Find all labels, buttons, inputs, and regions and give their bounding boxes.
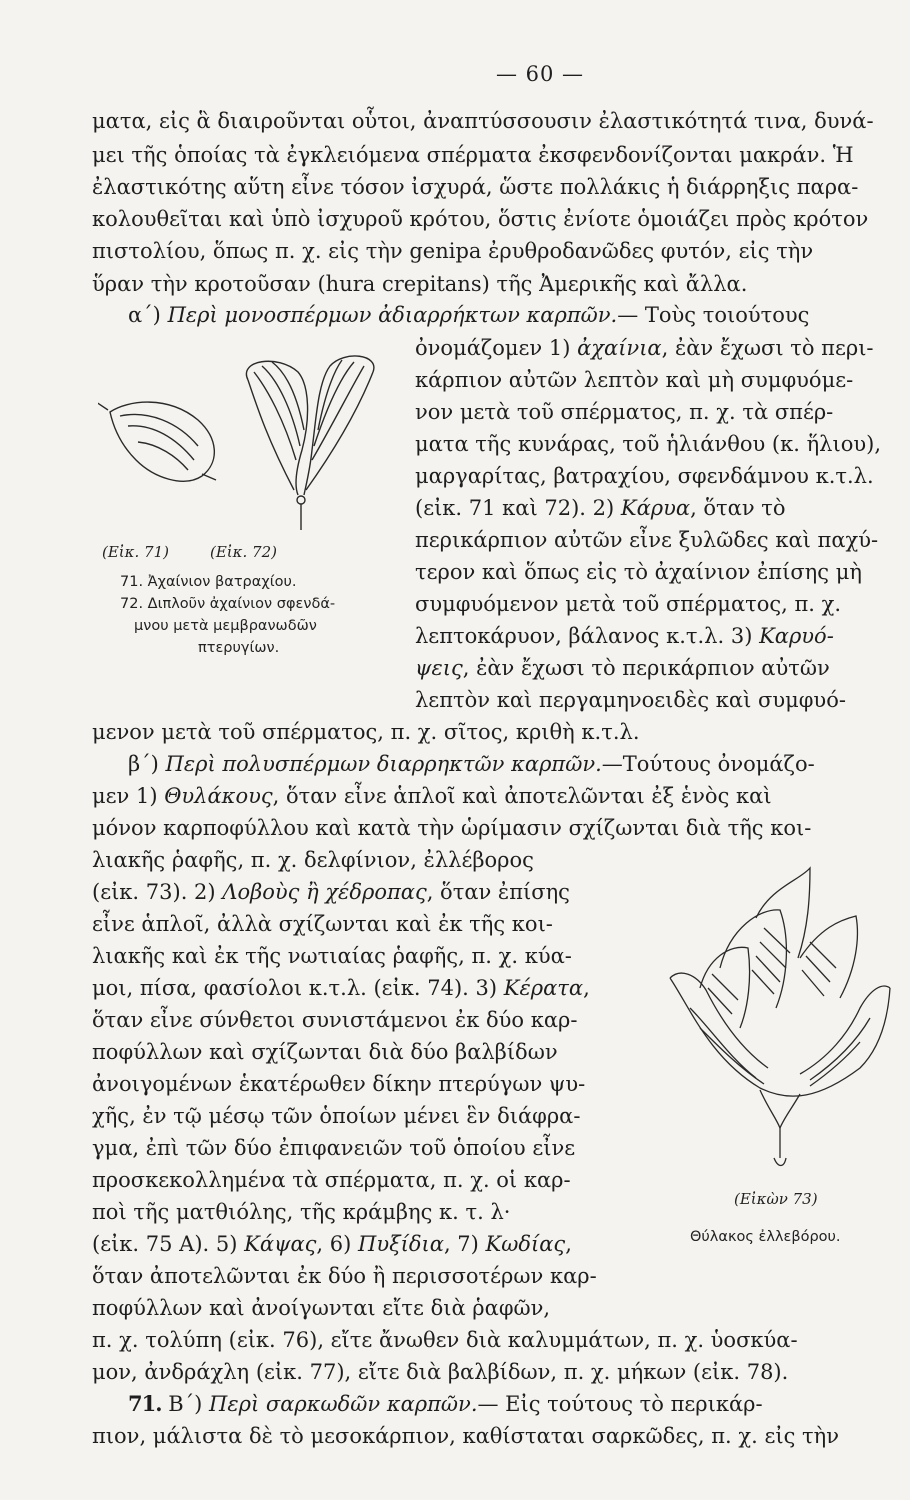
text-line-5: πιστολίου, ὅπως π. χ. εἰς τὴν genipa ἐρυθροδανῶδες φυτόν, εἰς τὴν <box>92 239 814 263</box>
left-col-line-13: ὅταν ἀποτελῶνται ἐκ δύο ἢ περισσοτέρων καρ- <box>92 1264 597 1288</box>
text-line-right-8: τερον καὶ ὅπως εἰς τὸ ἀχαίνιον ἐπίσης μὴ <box>415 560 862 584</box>
figure-72-caption-3: πτερυγίων. <box>198 640 280 656</box>
text-line-right-10 <box>415 621 910 651</box>
right-1b: , ἐὰν ἔχωσι τὸ περι- <box>661 336 874 360</box>
left-col-line-12 <box>92 1229 652 1259</box>
text-line-carpel: μόνον καρποφύλλου καὶ κατὰ τὴν ὡρίμασιν σχίζωνται διὰ τῆς κοι- <box>92 816 812 840</box>
figure-71-label: (Εἰκ. 71) <box>102 543 169 561</box>
right-6b: , ὅταν τὸ <box>690 496 786 520</box>
left-col-line-7: ἀνοιγομένων ἑκατέρωθεν δίκην πτερύγων ψυ- <box>92 1072 586 1096</box>
term-karyopseis-b: ψεις <box>415 656 463 680</box>
heading-a-rest: — Τοὺς τοιούτους <box>617 303 810 327</box>
text-line-right-12: λεπτὸν καὶ περγαμηνοειδὲς καὶ συμφυό- <box>415 688 846 712</box>
text-line-right-5: μαργαρίτας, βατραχίου, σφενδάμνου κ.τ.λ. <box>415 464 874 488</box>
left-col-line-14: ποφύλλων καὶ ἀνοίγωνται εἴτε διὰ ῥαφῶν, <box>92 1296 551 1320</box>
left-col-line-10: προσκεκολλημένα τὰ σπέρματα, π. χ. οἱ καρ- <box>92 1168 571 1192</box>
figure-73-illustration <box>660 858 896 1188</box>
term-kerata: Κέρατα <box>503 976 584 1000</box>
right-11b: , ἐὰν ἔχωσι τὸ περικάρπιον αὐτῶν <box>462 656 830 680</box>
lc4-a: μοι, πίσα, φασίολοι κ.τ.λ. (εἰκ. 74). 3) <box>92 976 504 1000</box>
section-a: Β΄) <box>161 1392 210 1416</box>
lc12-b: , 6) <box>316 1232 358 1256</box>
text-line-right-7: περικάρπιον αὐτῶν εἶνε ξυλῶδες καὶ παχύ- <box>415 528 879 552</box>
figure-71-72-illustration <box>98 350 398 535</box>
heading-b-prefix: β΄) <box>128 752 166 776</box>
term-pyxidia: Πυξίδια <box>358 1232 444 1256</box>
text-line-follicles <box>92 781 910 811</box>
text-line-andrachli: μον, ἀνδράχλη (εἰκ. 77), εἴτε διὰ βαλβίδων, π. χ. μήκων (εἰκ. 78). <box>92 1360 789 1384</box>
text-line-right-2: κάρπιον αὐτῶν λεπτὸν καὶ μὴ συμφυόμε- <box>415 368 854 392</box>
text-line-4: κολουθεῖται καὶ ὑπὸ ἰσχυροῦ κρότου, ὅστις ἐνίοτε ὁμοιάζει πρὸς κρότον <box>92 207 869 231</box>
figure-72-caption-1: 72. Διπλοῦν ἀχαίνιον σφενδά- <box>120 596 336 612</box>
heading-b-rest: —Τούτους ὀνομάζο- <box>601 752 815 776</box>
right-10a: λεπτοκάρυον, βάλανος κ.τ.λ. 3) <box>415 624 760 648</box>
figure-72-label: (Εἰκ. 72) <box>210 543 277 561</box>
figure-73-label: (Εἰκὼν 73) <box>734 1190 818 1208</box>
lc4-b: , <box>583 976 590 1000</box>
text-line-1: ματα, εἰς ἃ διαιροῦνται οὗτοι, ἀναπτύσσουσιν ἐλαστικότητά τινα, δυνά- <box>92 109 874 133</box>
term-karyopseis-a: Καρυό- <box>759 624 834 648</box>
left-col-line-3: λιακῆς καὶ ἐκ τῆς νωτιαίας ῥαφῆς, π. χ. κύα- <box>92 944 572 968</box>
heading-polyspermous <box>128 749 910 779</box>
left-col-line-6: ποφύλλων καὶ σχίζωνται διὰ δύο βαλβίδων <box>92 1040 558 1064</box>
lc12-d: , <box>565 1232 572 1256</box>
term-karya: Κάρυα <box>620 496 691 520</box>
term-kapsas: Κάψας <box>244 1232 317 1256</box>
left-col-line-2: εἶνε ἁπλοῖ, ἀλλὰ σχίζωνται καὶ ἐκ τῆς κοι- <box>92 912 553 936</box>
b1-a: μεν 1) <box>92 784 165 808</box>
left-col-line-9: γμα, ἐπὶ τῶν δύο ἐπιφανειῶν τοῦ ὁποίου εἶνε <box>92 1136 576 1160</box>
heading-b-title: Περὶ πολυσπέρμων διαρρηκτῶν καρπῶν. <box>165 752 602 776</box>
section-number: 71. <box>128 1391 162 1416</box>
figure-71-caption: 71. Ἀχαίνιον βατραχίου. <box>120 574 297 590</box>
heading-a-title: Περὶ μονοσπέρμων ἀδιαρρήκτων καρπῶν. <box>167 303 618 327</box>
heading-fleshy-fruits <box>128 1389 910 1419</box>
term-achainia: ἀχαίνια <box>577 336 662 360</box>
text-line-right-3: νον μετὰ τοῦ σπέρματος, π. χ. τὰ σπέρ- <box>415 400 834 424</box>
term-lobous: Λοβοὺς ἢ χέδροπας <box>222 880 427 904</box>
text-line-right-4: ματα τῆς κυνάρας, τοῦ ἡλιάνθου (κ. ἥλιου), <box>415 432 881 456</box>
page-number: — 60 — <box>495 62 585 86</box>
text-line-right-11 <box>415 653 910 683</box>
term-thylakous: Θυλάκους <box>164 784 273 808</box>
text-line-right-1 <box>415 333 910 363</box>
heading-monospermous <box>128 300 910 330</box>
text-line-right-9: συμφυόμενον μετὰ τοῦ σπέρματος, π. χ. <box>415 592 842 616</box>
right-1a: ὀνομάζομεν 1) <box>415 336 578 360</box>
text-line-tolypi: π. χ. τολύπη (εἰκ. 76), εἴτε ἄνωθεν διὰ καλυμμάτων, π. χ. ὑοσκύα- <box>92 1328 798 1352</box>
text-line-2: μει τῆς ὁποίας τὰ ἐγκλειόμενα σπέρματα ἐκσφενδονίζονται μακράν. Ἡ <box>92 143 854 167</box>
lc1-a: (εἰκ. 73). 2) <box>92 880 223 904</box>
figure-72-caption-2: μνου μετὰ μεμβρανωδῶν <box>134 618 317 634</box>
lc12-c: , 7) <box>443 1232 486 1256</box>
left-col-line-5: ὅταν εἶνε σύνθετοι συνιστάμενοι ἐκ δύο καρ- <box>92 1008 578 1032</box>
text-line-mesocarp: πιον, μάλιστα δὲ τὸ μεσοκάρπιον, καθίσταται σαρκῶδες, π. χ. εἰς τὴν <box>92 1424 839 1448</box>
text-line-6: ὕραν τὴν κροτοῦσαν (hura crepitans) τῆς Ἀμερικῆς καὶ ἄλλα. <box>92 272 748 296</box>
figure-73-caption: Θύλακος ἐλλεβόρου. <box>690 1229 841 1245</box>
lc1-b: , ὅταν ἐπίσης <box>426 880 570 904</box>
left-col-line-4 <box>92 973 652 1003</box>
left-col-line-11: ποὶ τῆς ματθιόλης, τῆς κράμβης κ. τ. λ· <box>92 1200 511 1224</box>
text-line-3: ἐλαστικότης αὕτη εἶνε τόσον ἰσχυρά, ὥστε πολλάκις ἡ διάρρηξις παρα- <box>92 175 859 199</box>
text-line-right-6 <box>415 493 910 523</box>
text-line-grains: μενον μετὰ τοῦ σπέρματος, π. χ. σῖτος, κριθὴ κ.τ.λ. <box>92 720 640 744</box>
b1-b: , ὅταν εἶνε ἁπλοῖ καὶ ἀποτελῶνται ἐξ ἑνὸς καὶ <box>272 784 772 808</box>
lc12-a: (εἰκ. 75 Α). 5) <box>92 1232 245 1256</box>
section-title: Περὶ σαρκωδῶν καρπῶν. <box>209 1392 478 1416</box>
term-kodias: Κωδίας <box>485 1232 566 1256</box>
left-col-line-8: χῆς, ἐν τῷ μέσῳ τῶν ὁποίων μένει ἓν διάφρα- <box>92 1104 581 1128</box>
right-6a: (εἰκ. 71 καὶ 72). 2) <box>415 496 621 520</box>
text-line-delphinium: λιακῆς ῥαφῆς, π. χ. δελφίνιον, ἐλλέβορος <box>92 848 534 872</box>
section-b: — Εἰς τούτους τὸ περικάρ- <box>477 1392 763 1416</box>
left-col-line-1 <box>92 877 652 907</box>
heading-a-prefix: α΄) <box>128 303 168 327</box>
